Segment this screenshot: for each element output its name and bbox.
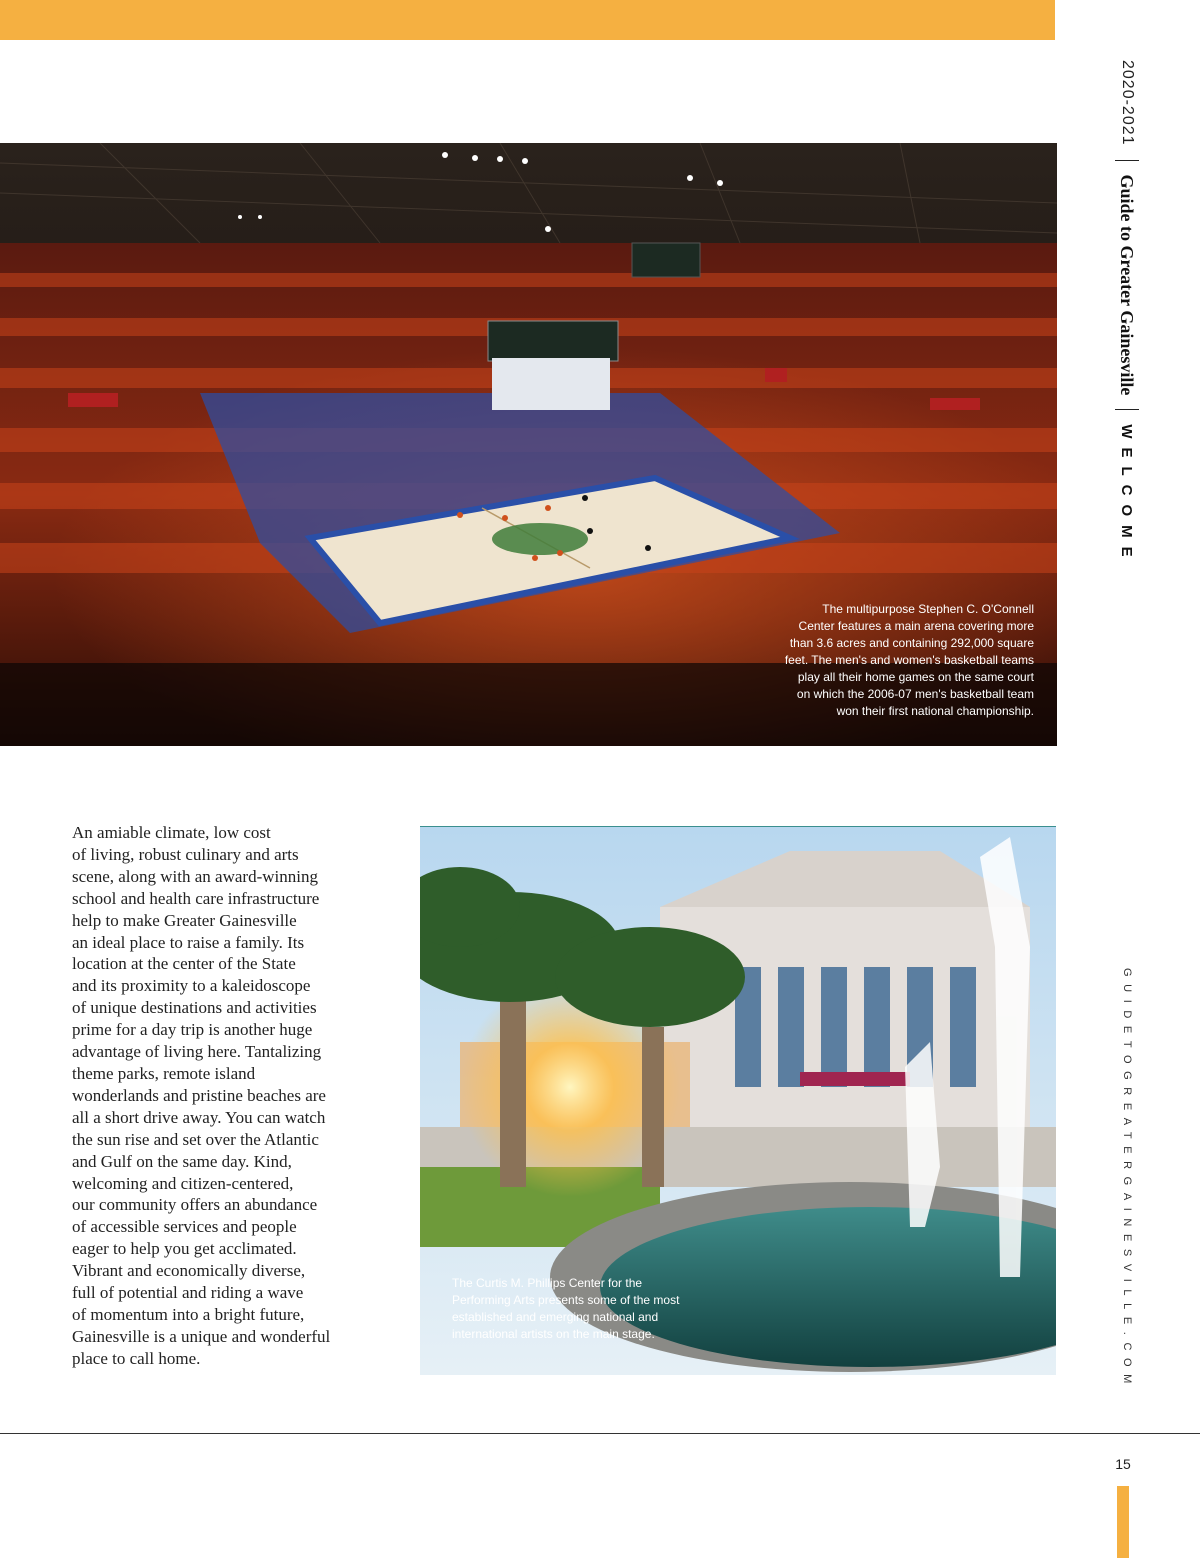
edition-year: 2020-2021	[1119, 60, 1136, 146]
website-vertical	[1115, 968, 1135, 1391]
section-title: WELCOME	[1118, 424, 1136, 566]
phillips-center-photo	[420, 826, 1056, 1375]
divider	[1115, 160, 1139, 161]
top-accent-bar	[0, 0, 1055, 40]
arena-caption: The multipurpose Stephen C. O'Connell Center features a main arena covering more than 3.6 acres and containing 292,000 square feet. The men's and women's basketball teams play all their home games on the same court on which the 2006-07 men's basketball team won their first national championship.	[784, 602, 1034, 718]
footer-rule	[0, 1433, 1200, 1434]
page-number: 15	[1115, 1456, 1131, 1472]
website-url: GUIDETOGREATERGAINESVILLE.COM	[1121, 968, 1133, 1391]
arena-photo	[0, 143, 1057, 746]
publication-title: Guide to Greater Gainesville	[1117, 174, 1138, 396]
article-body: An amiable climate, low cost of living, robust culinary and arts scene, along with an award-winning school and health care infrastructure help to make Greater Gainesville an ideal place to raise a family. Its location at the center of the State and its proximity to a kaleidoscope of unique destinations and activities prime for a day trip is another huge advantage of living here. Tantalizing theme parks, remote island wonderlands and pristine beaches are all a short drive away. You can watch the sun rise and set over the Atlantic and Gulf on the same day. Kind, welcoming and citizen-centered, our community offers an abundance of accessible services and people eager to help you get acclimated. Vibrant and economically diverse, full of potential and riding a wave of momentum into a bright future, Gainesville is a unique and wonderful place to call home.	[72, 823, 331, 1368]
page-accent-tab	[1117, 1486, 1129, 1558]
vertical-section-header	[1112, 60, 1142, 620]
divider	[1115, 409, 1139, 410]
phillips-caption: The Curtis M. Phillips Center for the Performing Arts presents some of the most established and emerging national and international artists on the main stage.	[452, 1276, 680, 1341]
